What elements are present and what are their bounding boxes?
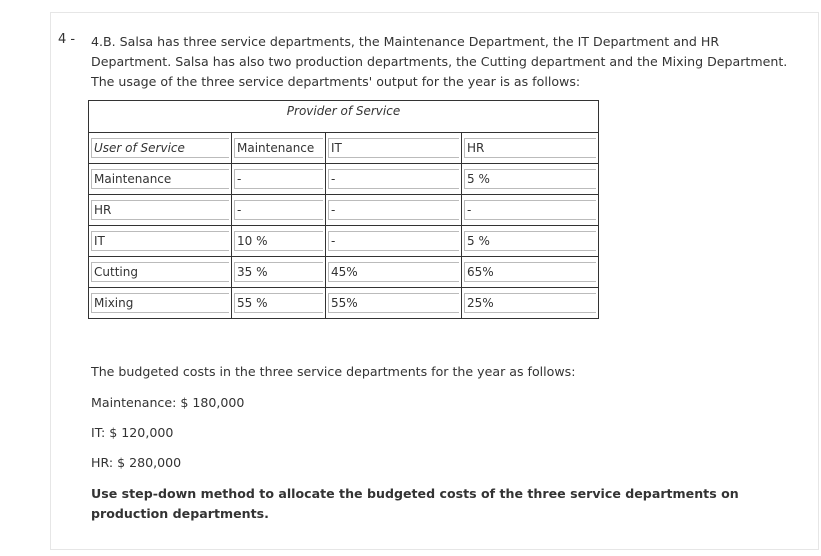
table-cell: 5 %: [462, 226, 599, 257]
table-row: [89, 257, 599, 288]
table-header-row: [89, 133, 599, 164]
usage-table: [88, 100, 599, 319]
table-row: [89, 226, 599, 257]
table-cell: 55%: [326, 288, 462, 319]
row-label: IT: [89, 226, 232, 257]
provider-of-service-header: Provider of Service: [89, 101, 599, 133]
table-row: [89, 164, 599, 195]
table-cell: -: [232, 195, 326, 226]
table-cell: 10 %: [232, 226, 326, 257]
table-cell: -: [232, 164, 326, 195]
table-row: [89, 288, 599, 319]
row-label: Cutting: [89, 257, 232, 288]
cost-maintenance: Maintenance: $ 180,000: [91, 395, 245, 410]
table-cell: -: [326, 195, 462, 226]
user-of-service-header: User of Service: [89, 133, 232, 164]
costs-intro: The budgeted costs in the three service departments for the year as follows:: [91, 364, 576, 379]
table-cell: -: [326, 226, 462, 257]
table-cell: -: [462, 195, 599, 226]
table-cell: 55 %: [232, 288, 326, 319]
table-cell: 65%: [462, 257, 599, 288]
table-cell: 35 %: [232, 257, 326, 288]
instruction-text: Use step-down method to allocate the budgeted costs of the three service departments on production departments.: [91, 486, 739, 521]
table-cell: 5 %: [462, 164, 599, 195]
question-number: 4 -: [58, 32, 76, 47]
column-header-it: IT: [326, 133, 462, 164]
column-header-hr: HR: [462, 133, 599, 164]
table-cell: -: [326, 164, 462, 195]
row-label: Mixing: [89, 288, 232, 319]
cost-hr: HR: $ 280,000: [91, 455, 182, 470]
row-label: HR: [89, 195, 232, 226]
table-cell: 45%: [326, 257, 462, 288]
table-header-provider-row: [89, 101, 599, 133]
row-label: Maintenance: [89, 164, 232, 195]
table-cell: 25%: [462, 288, 599, 319]
table-row: [89, 195, 599, 226]
column-header-maintenance: Maintenance: [232, 133, 326, 164]
question-intro: 4.B. Salsa has three service departments, the Maintenance Department, the IT Department and HR Department. Salsa has also two production departments, the Cutting department and the Mixing Department. The usage of the three service departments' output for the year is as follows:: [91, 34, 788, 89]
cost-it: IT: $ 120,000: [91, 425, 174, 440]
